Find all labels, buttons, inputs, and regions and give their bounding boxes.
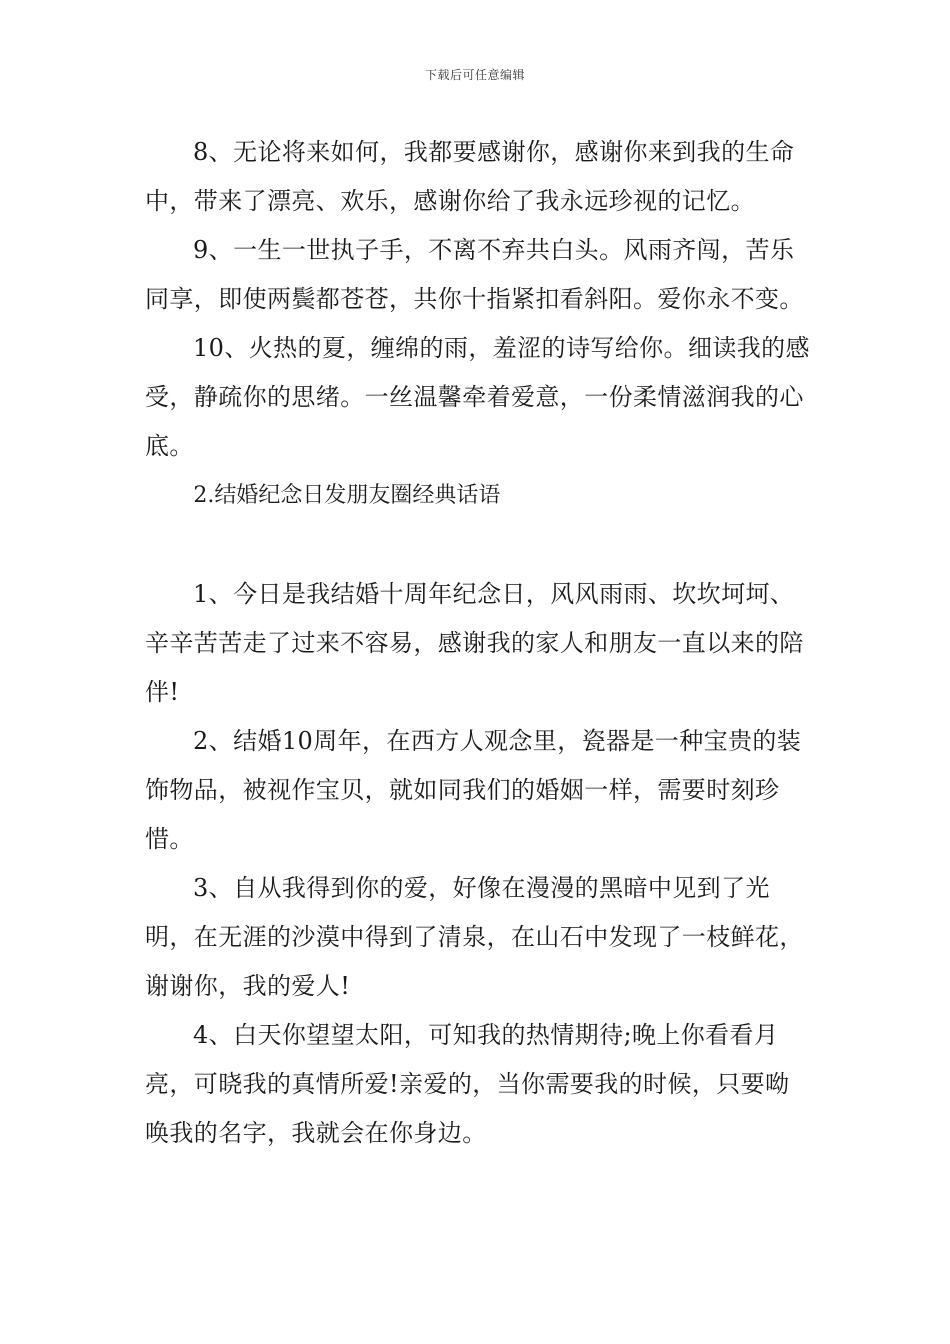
document-body [145, 128, 810, 1158]
paragraph-item-4: 4、白天你望望太阳，可知我的热情期待;晚上你看看月亮，可晓我的真情所爱!亲爱的，当你需要我的时候，只要呦唤我的名字，我就会在你身边。 [145, 1021, 790, 1147]
page-header-note: 下载后可任意编辑 [424, 68, 525, 82]
paragraph-item-8: 8、无论将来如何，我都要感谢你，感谢你来到我的生命中，带来了漂亮、欢乐，感谢你给了我永远珍视的记忆。 [145, 138, 795, 215]
paragraph-item-3: 3、自从我得到你的爱，好像在漫漫的黑暗中见到了光明，在无涯的沙漠中得到了清泉，在山石中发现了一枝鲜花，谢谢你，我的爱人! [145, 874, 804, 1000]
paragraph-item-9: 9、一生一世执子手，不离不弃共白头。风雨齐闯，苦乐同享，即使两鬓都苍苍，共你十指紧扣看斜阳。爱你永不变。 [145, 236, 804, 313]
paragraph-item-2: 2、结婚10周年，在西方人观念里，瓷器是一种宝贵的装饰物品，被视作宝贝，就如同我们的婚姻一样，需要时刻珍惜。 [145, 727, 802, 853]
paragraph-item-1: 1、今日是我结婚十周年纪念日，风风雨雨、坎坎坷坷、辛辛苦苦走了过来不容易，感谢我的家人和朋友一直以来的陪伴! [145, 580, 804, 706]
paragraph-item-10: 10、火热的夏，缠绵的雨，羞涩的诗写给你。细读我的感受，静疏你的思绪。一丝温馨牵着爱意，一份柔情滋润我的心底。 [145, 334, 810, 460]
section-heading: 2.结婚纪念日发朋友圈经典话语 [193, 483, 501, 508]
